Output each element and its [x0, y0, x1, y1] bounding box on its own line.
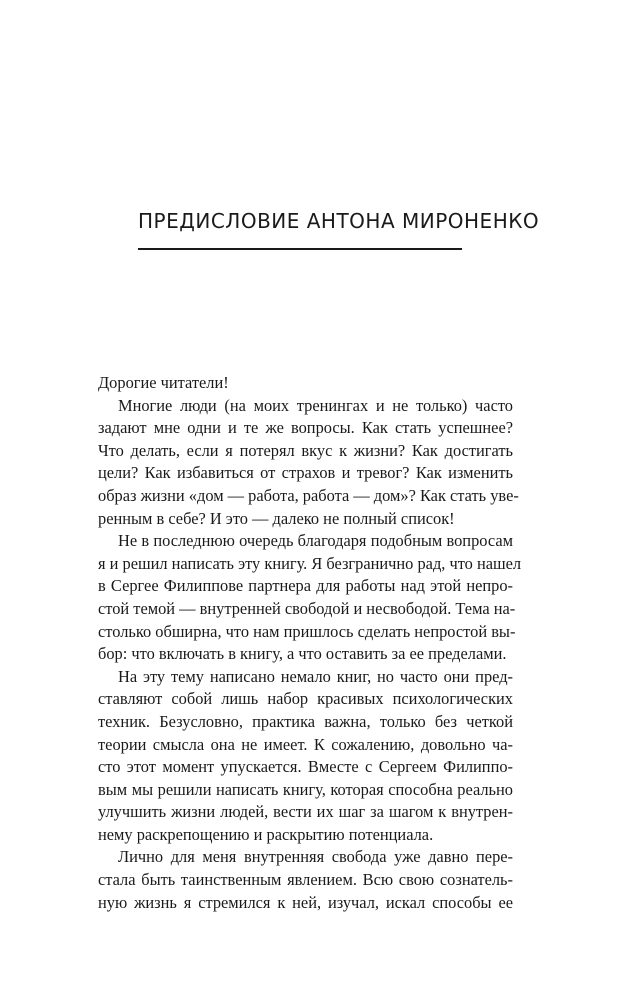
- text-line: вым мы решили написать книгу, которая способна реально: [98, 779, 513, 799]
- text-line: стала быть таинственным явлением. Всю свою сознатель-: [98, 870, 513, 890]
- text-line: в Сергее Филиппове партнера для работы над этой непро-: [98, 576, 513, 596]
- text-line: ренным в себе? И это — далеко не полный список!: [98, 508, 455, 528]
- text-line: Лично для меня внутренняя свобода уже давно пере-: [118, 847, 513, 867]
- text-line: ставляют собой лишь набор красивых психологических: [98, 689, 513, 709]
- text-line: Что делать, если я потерял вкус к жизни? Как достигать: [98, 440, 513, 460]
- text-line: задают мне одни и те же вопросы. Как стать успешнее?: [98, 418, 513, 438]
- text-line: я и решил написать эту книгу. Я безгранично рад, что нашел: [98, 553, 522, 573]
- text-line: теории смысла она не имеет. К сожалению, довольно ча-: [98, 734, 513, 754]
- text-line: образ жизни «дом — работа, работа — дом»? Как стать уве-: [98, 485, 519, 505]
- title-underline-rule: [138, 248, 462, 250]
- text-line: техник. Безусловно, практика важна, только без четкой: [98, 711, 513, 731]
- text-line: сто этот момент упускается. Вместе с Сергеем Филиппо-: [98, 757, 513, 777]
- text-line: ную жизнь я стремился к ней, изучал, искал способы ее: [98, 892, 513, 912]
- text-line: Дорогие читатели!: [98, 373, 229, 392]
- text-line: Многие люди (на моих тренингах и не только) часто: [118, 395, 513, 415]
- text-line: Не в последнюю очередь благодаря подобным вопросам: [118, 531, 513, 551]
- text-line: столько обширна, что нам пришлось сделать непростой вы-: [98, 621, 516, 641]
- text-line: стой темой — внутренней свободой и несвободой. Тема на-: [98, 598, 516, 618]
- text-line: цели? Как избавиться от страхов и тревог? Как изменить: [98, 463, 513, 483]
- chapter-title: ПРЕДИСЛОВИЕ АНТОНА МИРОНЕНКО: [138, 209, 540, 233]
- text-line: улучшить жизни людей, вести их шаг за шагом к внутрен-: [98, 802, 513, 822]
- text-line: На эту тему написано немало книг, но часто они пред-: [118, 666, 513, 686]
- body-text: [98, 372, 522, 914]
- text-line: бор: что включать в книгу, а что оставить за ее пределами.: [98, 644, 507, 664]
- text-line: нему раскрепощению и раскрытию потенциала.: [98, 824, 434, 844]
